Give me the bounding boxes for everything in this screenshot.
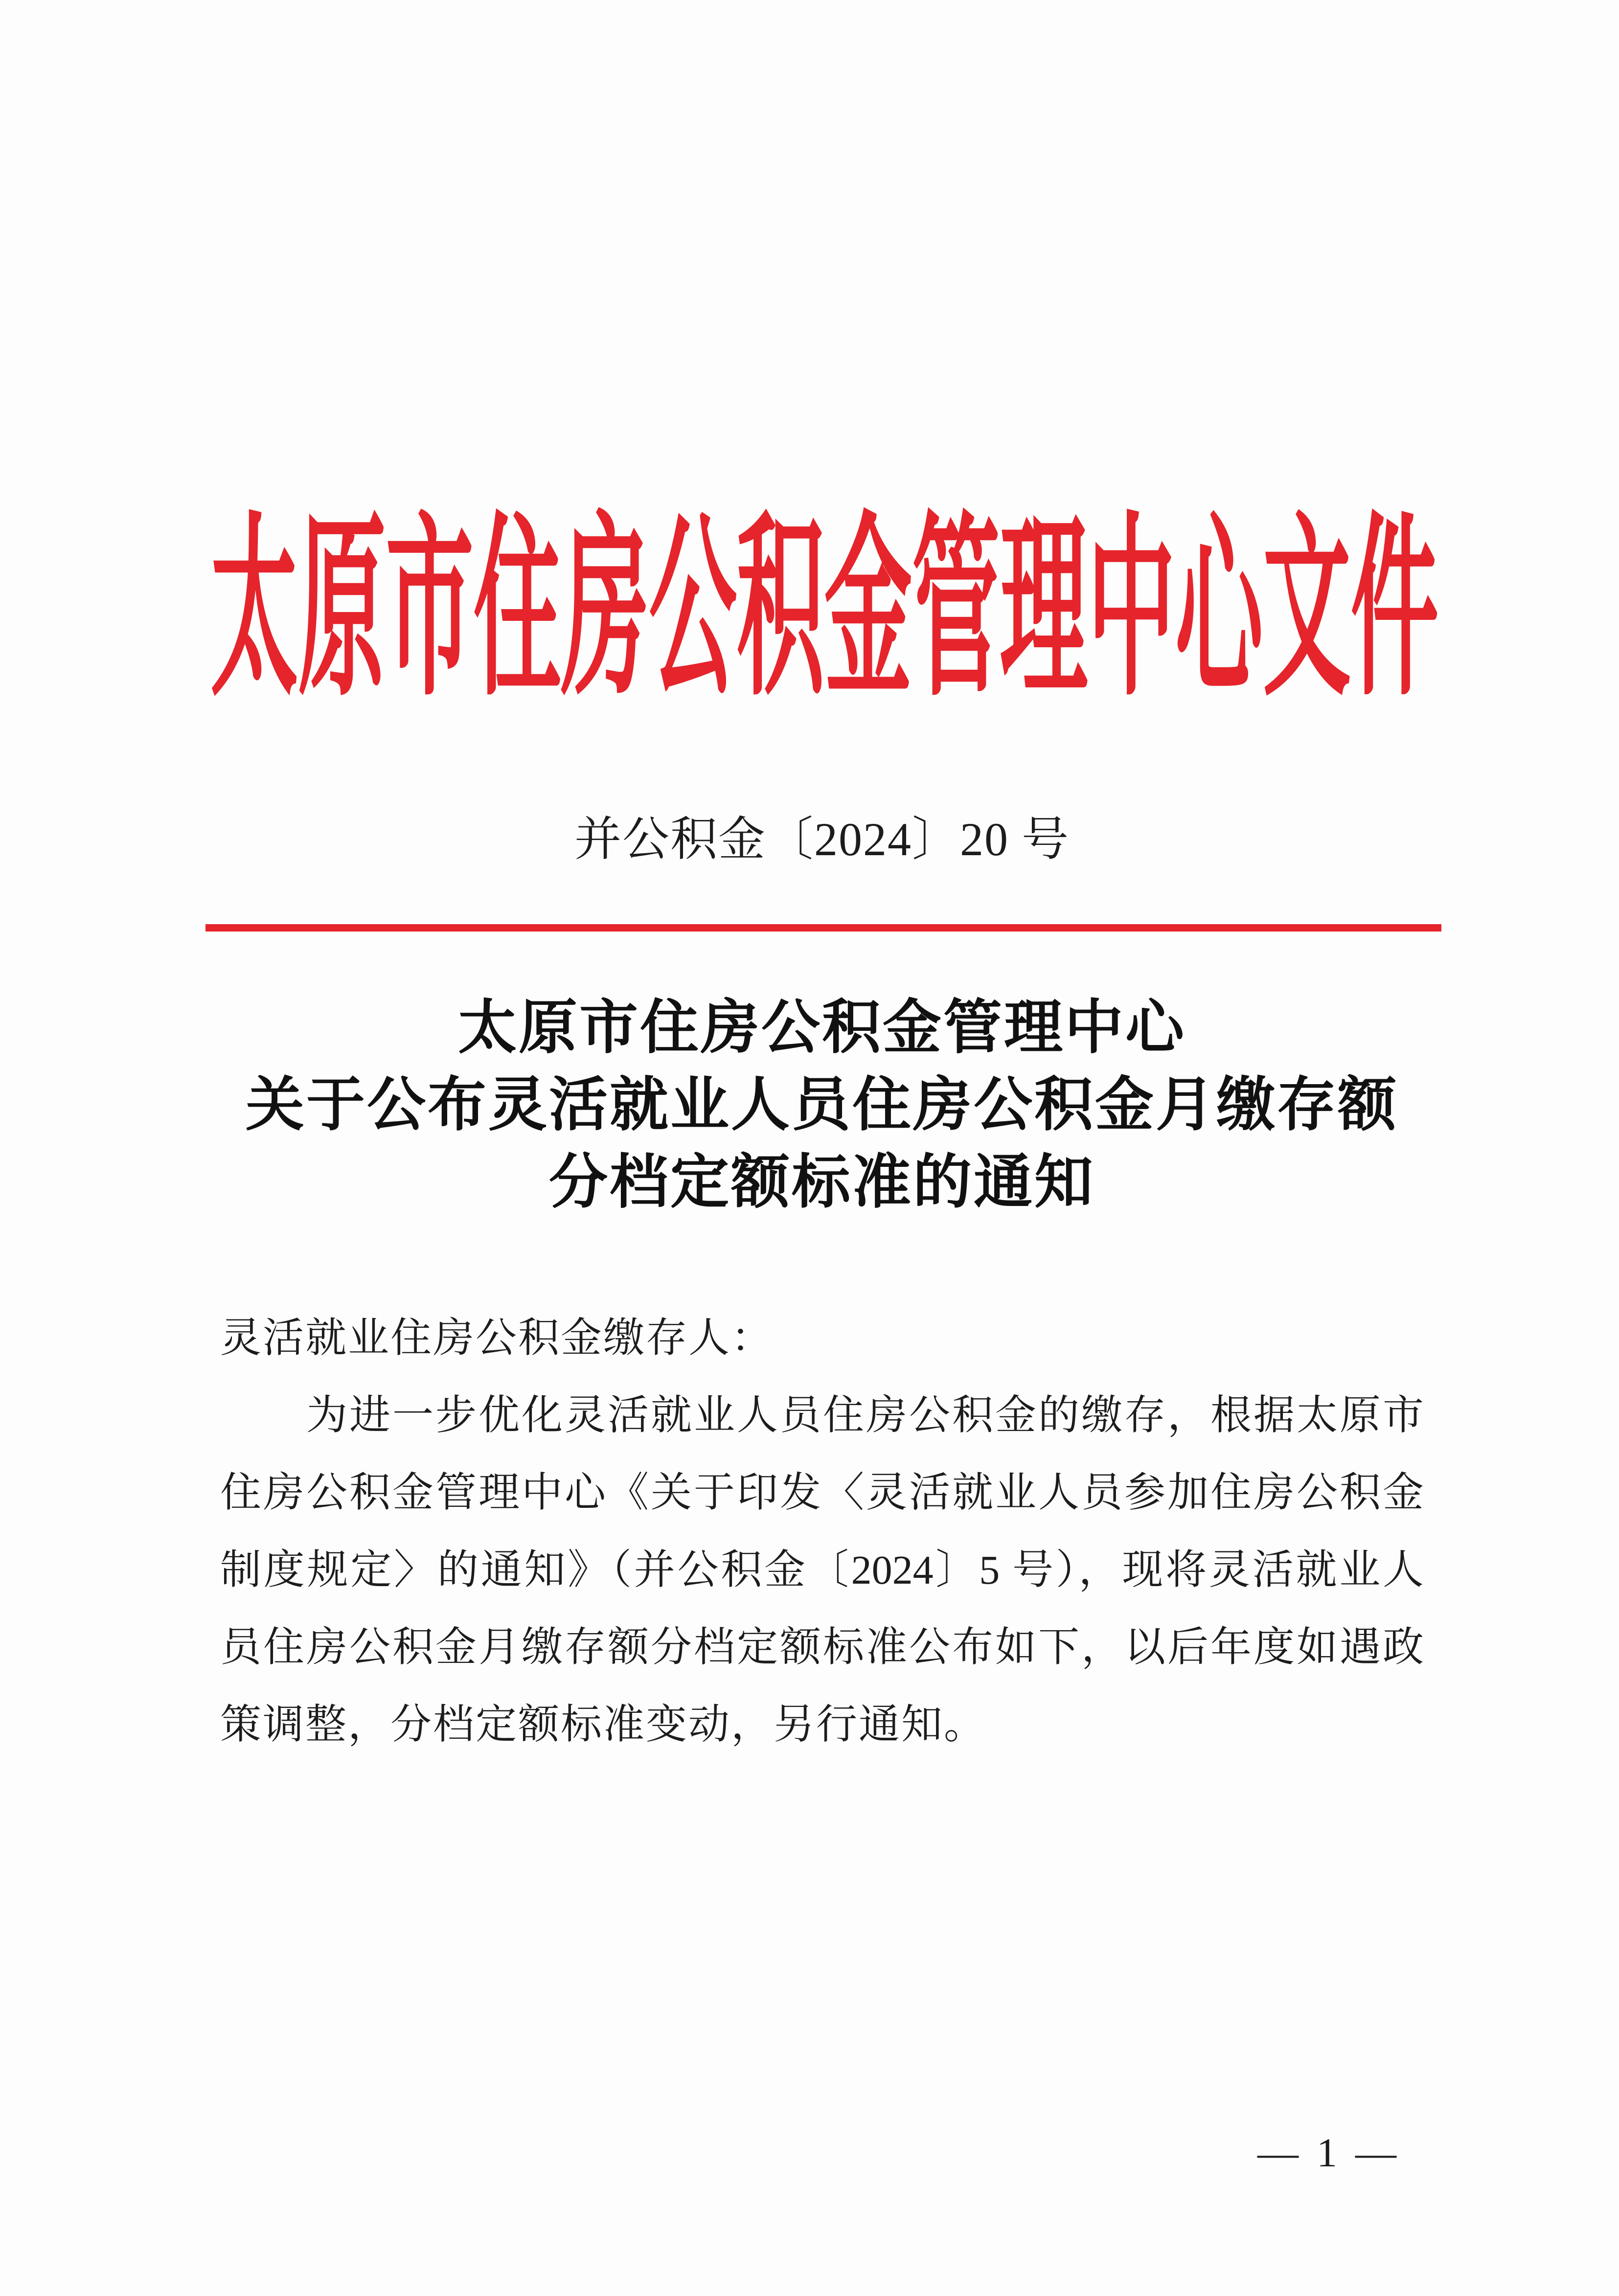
- body-line: 制度规定〉的通知》（并公积金〔2024〕5 号），现将灵活就业人: [220, 1547, 1424, 1593]
- red-separator-rule: [205, 924, 1441, 932]
- body-line: 为进一步优化灵活就业人员住房公积金的缴存，根据太原市: [306, 1393, 1424, 1438]
- document-number: 并公积金〔2024〕20 号: [574, 813, 1070, 865]
- page-number: — 1 —: [1257, 2130, 1400, 2176]
- title-line-3: 分档定额标准的通知: [549, 1147, 1095, 1216]
- issuer-header: [210, 489, 1438, 714]
- title-line-1: 太原市住房公积金管理中心: [458, 993, 1186, 1062]
- body-line: 员住房公积金月缴存额分档定额标准公布如下，以后年度如遇政: [220, 1625, 1424, 1670]
- body-line: 策调整，分档定额标准变动，另行通知。: [220, 1702, 987, 1748]
- notice-title: [205, 989, 1438, 1221]
- issuer-header-text: 太原市住房公积金管理中心文件: [210, 493, 1438, 714]
- body-line: 住房公积金管理中心《关于印发〈灵活就业人员参加住房公积金: [220, 1470, 1424, 1516]
- title-line-2: 关于公布灵活就业人员住房公积金月缴存额: [246, 1070, 1398, 1139]
- salutation: 灵活就业住房公积金缴存人：: [220, 1316, 774, 1361]
- body-paragraph: [220, 1377, 1424, 1764]
